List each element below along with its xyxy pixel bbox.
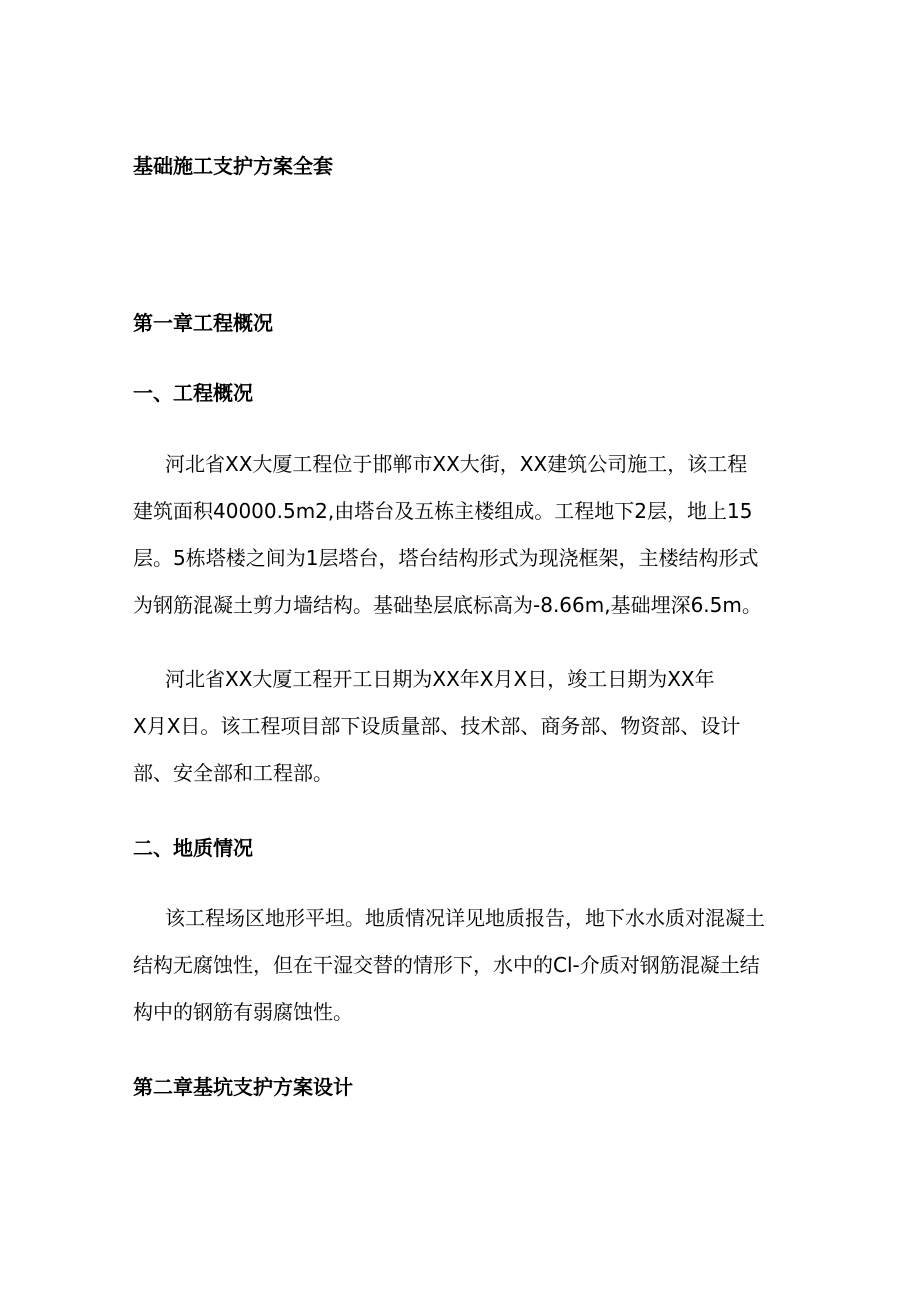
- paragraph-line: 部、安全部和工程部。: [133, 761, 333, 785]
- document-title: 基础施工支护方案全套: [133, 154, 333, 178]
- schedule-paragraph: [133, 656, 778, 797]
- paragraph-line: 河北省XX大厦工程位于邯郸市XX大街，XX建筑公司施工，该工程: [165, 452, 748, 476]
- paragraph-line: 建筑面积40000.5m2,由塔台及五栋主楼组成。工程地下2层，地上15: [133, 499, 753, 523]
- paragraph-line: 为钢筋混凝土剪力墙结构。基础垫层底标高为-8.66m,基础埋深6.5m。: [133, 593, 762, 617]
- chapter-1-heading: 第一章工程概况: [133, 311, 273, 335]
- project-overview-paragraph: [133, 441, 778, 629]
- paragraph-line: X月X日。该工程项目部下设质量部、技术部、商务部、物资部、设计: [133, 714, 741, 738]
- paragraph-line: 该工程场区地形平坦。地质情况详见地质报告，地下水水质对混凝土: [165, 906, 765, 930]
- paragraph-line: 层。5栋塔楼之间为1层塔台，塔台结构形式为现浇框架，主楼结构形式: [133, 546, 759, 570]
- paragraph-line: 构中的钢筋有弱腐蚀性。: [133, 1000, 353, 1024]
- paragraph-line: 结构无腐蚀性，但在干湿交替的情形下，水中的Cl-介质对钢筋混凝土结: [133, 953, 760, 977]
- section-1-heading: 一、工程概况: [133, 381, 253, 405]
- section-2-heading: 二、地质情况: [133, 836, 253, 860]
- geology-paragraph: [133, 895, 778, 1036]
- paragraph-line: 河北省XX大厦工程开工日期为XX年X月X日，竣工日期为XX年: [165, 667, 715, 691]
- chapter-2-heading: 第二章基坑支护方案设计: [133, 1075, 353, 1099]
